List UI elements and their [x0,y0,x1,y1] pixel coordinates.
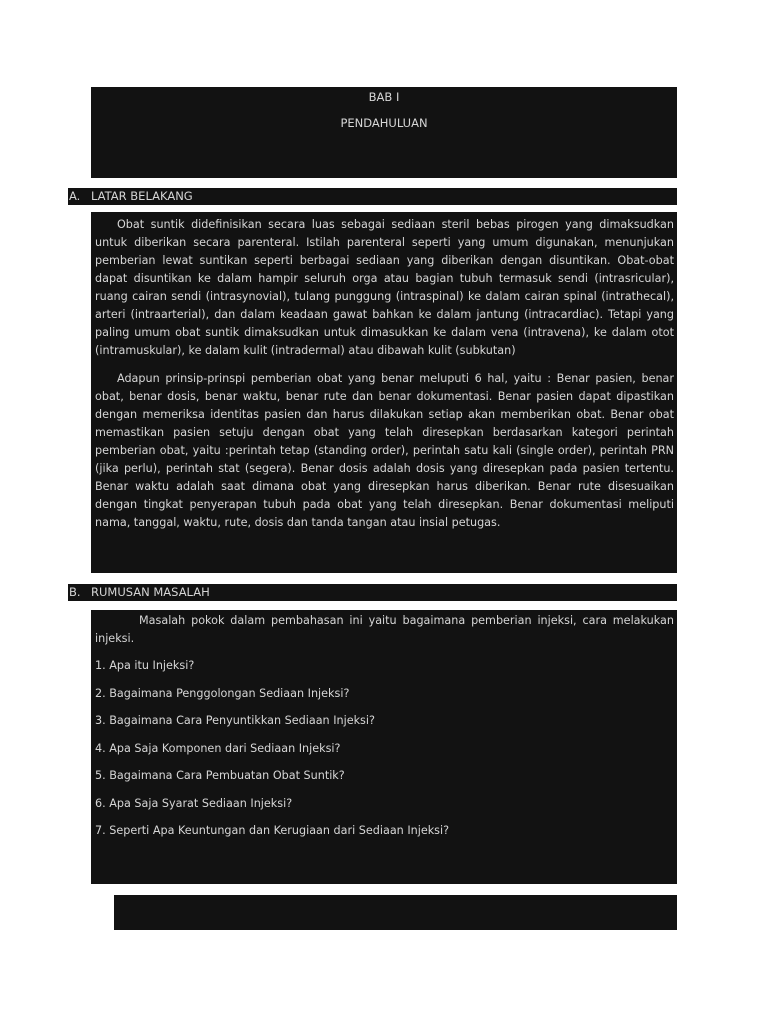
section-a-title: LATAR BELAKANG [91,189,193,203]
section-a-letter: A. [69,189,81,203]
list-item: 4. Apa Saja Komponen dari Sediaan Injeksi? [95,741,341,755]
question-list [95,657,674,840]
paragraph-definition: Obat suntik didefinisikan secara luas sebagai sediaan steril bebas pirogen yang dimaksudkan untuk diberikan secara parenteral. Istilah parenteral seperti yang umum digunakan, menunjukan pemberian lewat suntikan seperti berbagai sediaan yang diberikan dengan disuntikan. Obat-obat dapat disuntikan ke dalam hampir seluruh orga atau bagian tubuh termasuk sendi (intrasricular), ruang cairan sendi (intrasynovial), tulang punggung (intraspinal) ke dalam cairan spinal (intrathecal), arteri (intraarterial), dan dalam keadaan gawat bahkan ke dalam jantung (intracardiac). Tetapi yang paling umum obat suntik dimaksudkan untuk dimasukkan ke dalam vena (intravena), ke dalam otot (intramuskular), ke dalam kulit (intradermal) atau dibawah kulit (subkutan) [95,218,674,357]
section-a-content [91,212,677,573]
chapter-number: BAB I [368,90,400,104]
footer-block [114,895,677,930]
problem-intro: Masalah pokok dalam pembahasan ini yaitu bagaimana pemberian injeksi, cara melakukan injeksi. [95,614,674,645]
section-b-content [91,610,677,884]
list-item: 5. Bagaimana Cara Pembuatan Obat Suntik? [95,769,345,782]
section-b-heading [68,584,677,601]
list-item: 7. Seperti Apa Keuntungan dan Kerugiaan dari Sediaan Injeksi? [95,824,450,837]
list-item: 2. Bagaimana Penggolongan Sediaan Injeksi? [95,686,350,700]
chapter-name: PENDAHULUAN [340,116,428,130]
section-a-heading [68,188,677,205]
section-b-letter: B. [69,585,81,599]
section-b-title: RUMUSAN MASALAH [91,585,210,599]
list-item: 3. Bagaimana Cara Penyuntikkan Sediaan Injeksi? [95,714,375,727]
paragraph-principles: Adapun prinsip-prinspi pemberian obat yang benar meluputi 6 hal, yaitu : Benar pasien, benar obat, benar dosis, benar waktu, benar rute dan benar dokumentasi. Benar pasien dapat dipastikan dengan memeriksa identitas pasien dan harus dilakukan setiap akan memberikan obat. Benar obat memastikan pasien setuju dengan obat yang telah diresepkan berdasarkan kategori perintah pemberian obat, yaitu :perintah tetap (standing order), perintah satu kali (single order), perintah PRN (jika perlu), perintah stat (segera). Benar dosis adalah dosis yang diresepkan pada pasien tertentu. Benar waktu adalah saat dimana obat yang diresepkan harus diberikan. Benar rute disesuaikan dengan tingkat penyerapan tubuh pada obat yang telah diresepkan. Benar dokumentasi meliputi nama, tanggal, waktu, rute, dosis dan tanda tangan atau insial petugas. [95,372,674,529]
list-item: 6. Apa Saja Syarat Sediaan Injeksi? [95,796,293,810]
list-item: 1. Apa itu Injeksi? [95,659,195,672]
chapter-title-block [91,87,677,178]
